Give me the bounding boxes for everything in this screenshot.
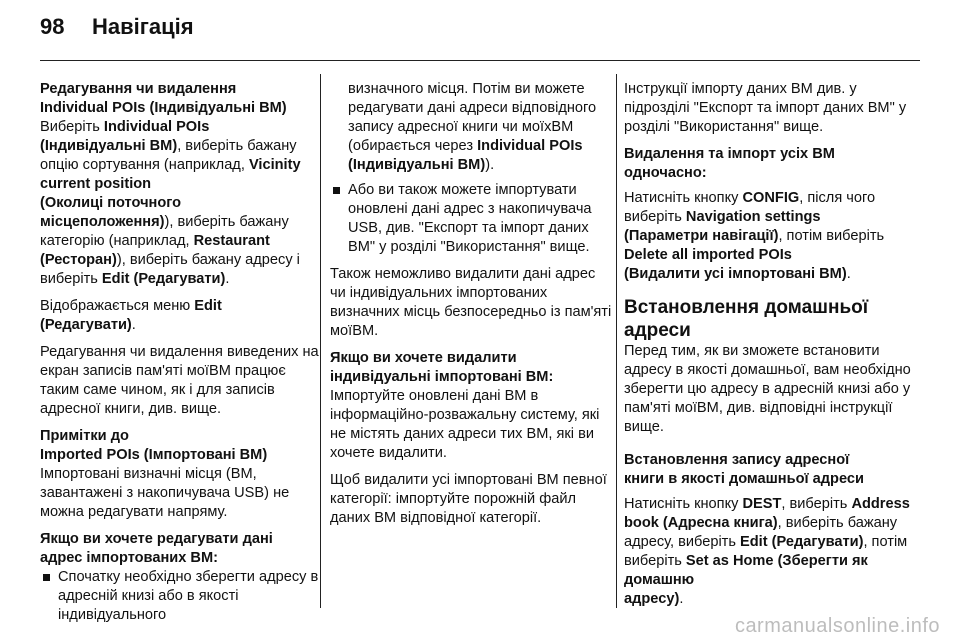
paragraph-home-prereq: Перед тим, як ви зможете встановити адресу в якості домашньої, вам необхідно зберегти цю адресу в адресній книзі або у пам'яті моїВМ, див. відповідні інструкції вище. [624, 343, 911, 435]
paragraph-edit-menu: Відображається меню Edit (Редагувати). [40, 298, 222, 333]
bullet-list-1-continued [330, 80, 614, 257]
list-item: Спочатку необхідно зберегти адресу в адресній книзі або в якості індивідуального [40, 568, 322, 625]
list-item: визначного місця. Потім ви можете редагувати дані адреси відповідного запису адресної книги чи моїхВМ (обирається через Individual POIs (Індивідуальні ВМ)). [348, 81, 597, 173]
heading-edit-imported: Якщо ви хочете редагувати дані адрес імпортованих ВМ: [40, 531, 273, 566]
heading-home-address: Встановлення домашньої адреси [624, 297, 869, 341]
paragraph-import-updated: Імпортуйте оновлені дані ВМ в інформаційно-розважальну систему, які не містять даних адреси тих ВМ, які ви хочете видалити. [330, 388, 600, 461]
page-number: 98 [40, 14, 65, 39]
column-2 [330, 80, 614, 536]
paragraph-select-poi: Виберіть Individual POIs (Індивідуальні ВМ), виберіть бажану опцію сортування (наприклад, Vicinity current position (Околиці поточного місцеположення)), виберіть бажану категорію (наприклад, Restaurant (Ресторан)), виберіть бажану адресу і виберіть Edit (Редагувати). [40, 119, 301, 287]
header-divider [40, 60, 920, 61]
page-header [40, 14, 920, 54]
heading-set-home: Встановлення запису адресної книги в якості домашньої адреси [624, 452, 864, 487]
column-divider-2 [616, 74, 617, 608]
watermark: carmanualsonline.info [734, 615, 940, 637]
column-1 [40, 80, 322, 633]
bullet-list-1 [40, 568, 322, 625]
list-item: Або ви також можете імпортувати оновлені дані адрес з накопичувача USB, див. "Експорт та імпорт даних ВМ" у розділі "Використання" вище. [330, 181, 614, 257]
heading-delete-imported: Якщо ви хочете видалити індивідуальні імпортовані ВМ: [330, 350, 554, 385]
paragraph-config: Натисніть кнопку CONFIG, після чого виберіть Navigation settings (Параметри навігації), потім виберіть Delete all imported POIs (Видалити усі імпортовані ВМ). [624, 190, 885, 282]
column-3 [624, 80, 920, 617]
heading-delete-import-all: Видалення та імпорт усіх ВМ одночасно: [624, 146, 835, 181]
paragraph-import-instructions: Інструкції імпорту даних ВМ див. у підрозділі "Експорт та імпорт даних ВМ" у розділі "Використання" вище. [624, 81, 907, 135]
bullet-square-icon [43, 574, 50, 581]
paragraph-delete-category: Щоб видалити усі імпортовані ВМ певної категорії: імпортуйте порожній файл даних ВМ відповідної категорії. [330, 472, 607, 526]
heading-edit-delete: Редагування чи видалення Individual POIs (Індивідуальні ВМ) [40, 81, 287, 116]
heading-imported-notes: Примітки до Imported POIs (Імпортовані ВМ) [40, 428, 268, 463]
paragraph-edit-records: Редагування чи видалення виведених на екран записів пам'яті моїВМ працює таким саме чином, як і для записів адресної книги, див. вище. [40, 344, 319, 417]
bullet-square-icon [333, 187, 340, 194]
paragraph-dest: Натисніть кнопку DEST, виберіть Address book (Адресна книга), виберіть бажану адресу, виберіть Edit (Редагувати), потім виберіть Set as Home (Зберегти як домашню адресу). [624, 496, 910, 607]
paragraph-cannot-delete: Також неможливо видалити дані адрес чи індивідуальних імпортованих визначних місць безпосередньо із пам'яті моїВМ. [330, 266, 612, 339]
paragraph-imported-pois: Імпортовані визначні місця (ВМ, завантажені з накопичувача USB) не можна редагувати напряму. [40, 466, 290, 520]
section-title: Навігація [92, 14, 194, 39]
